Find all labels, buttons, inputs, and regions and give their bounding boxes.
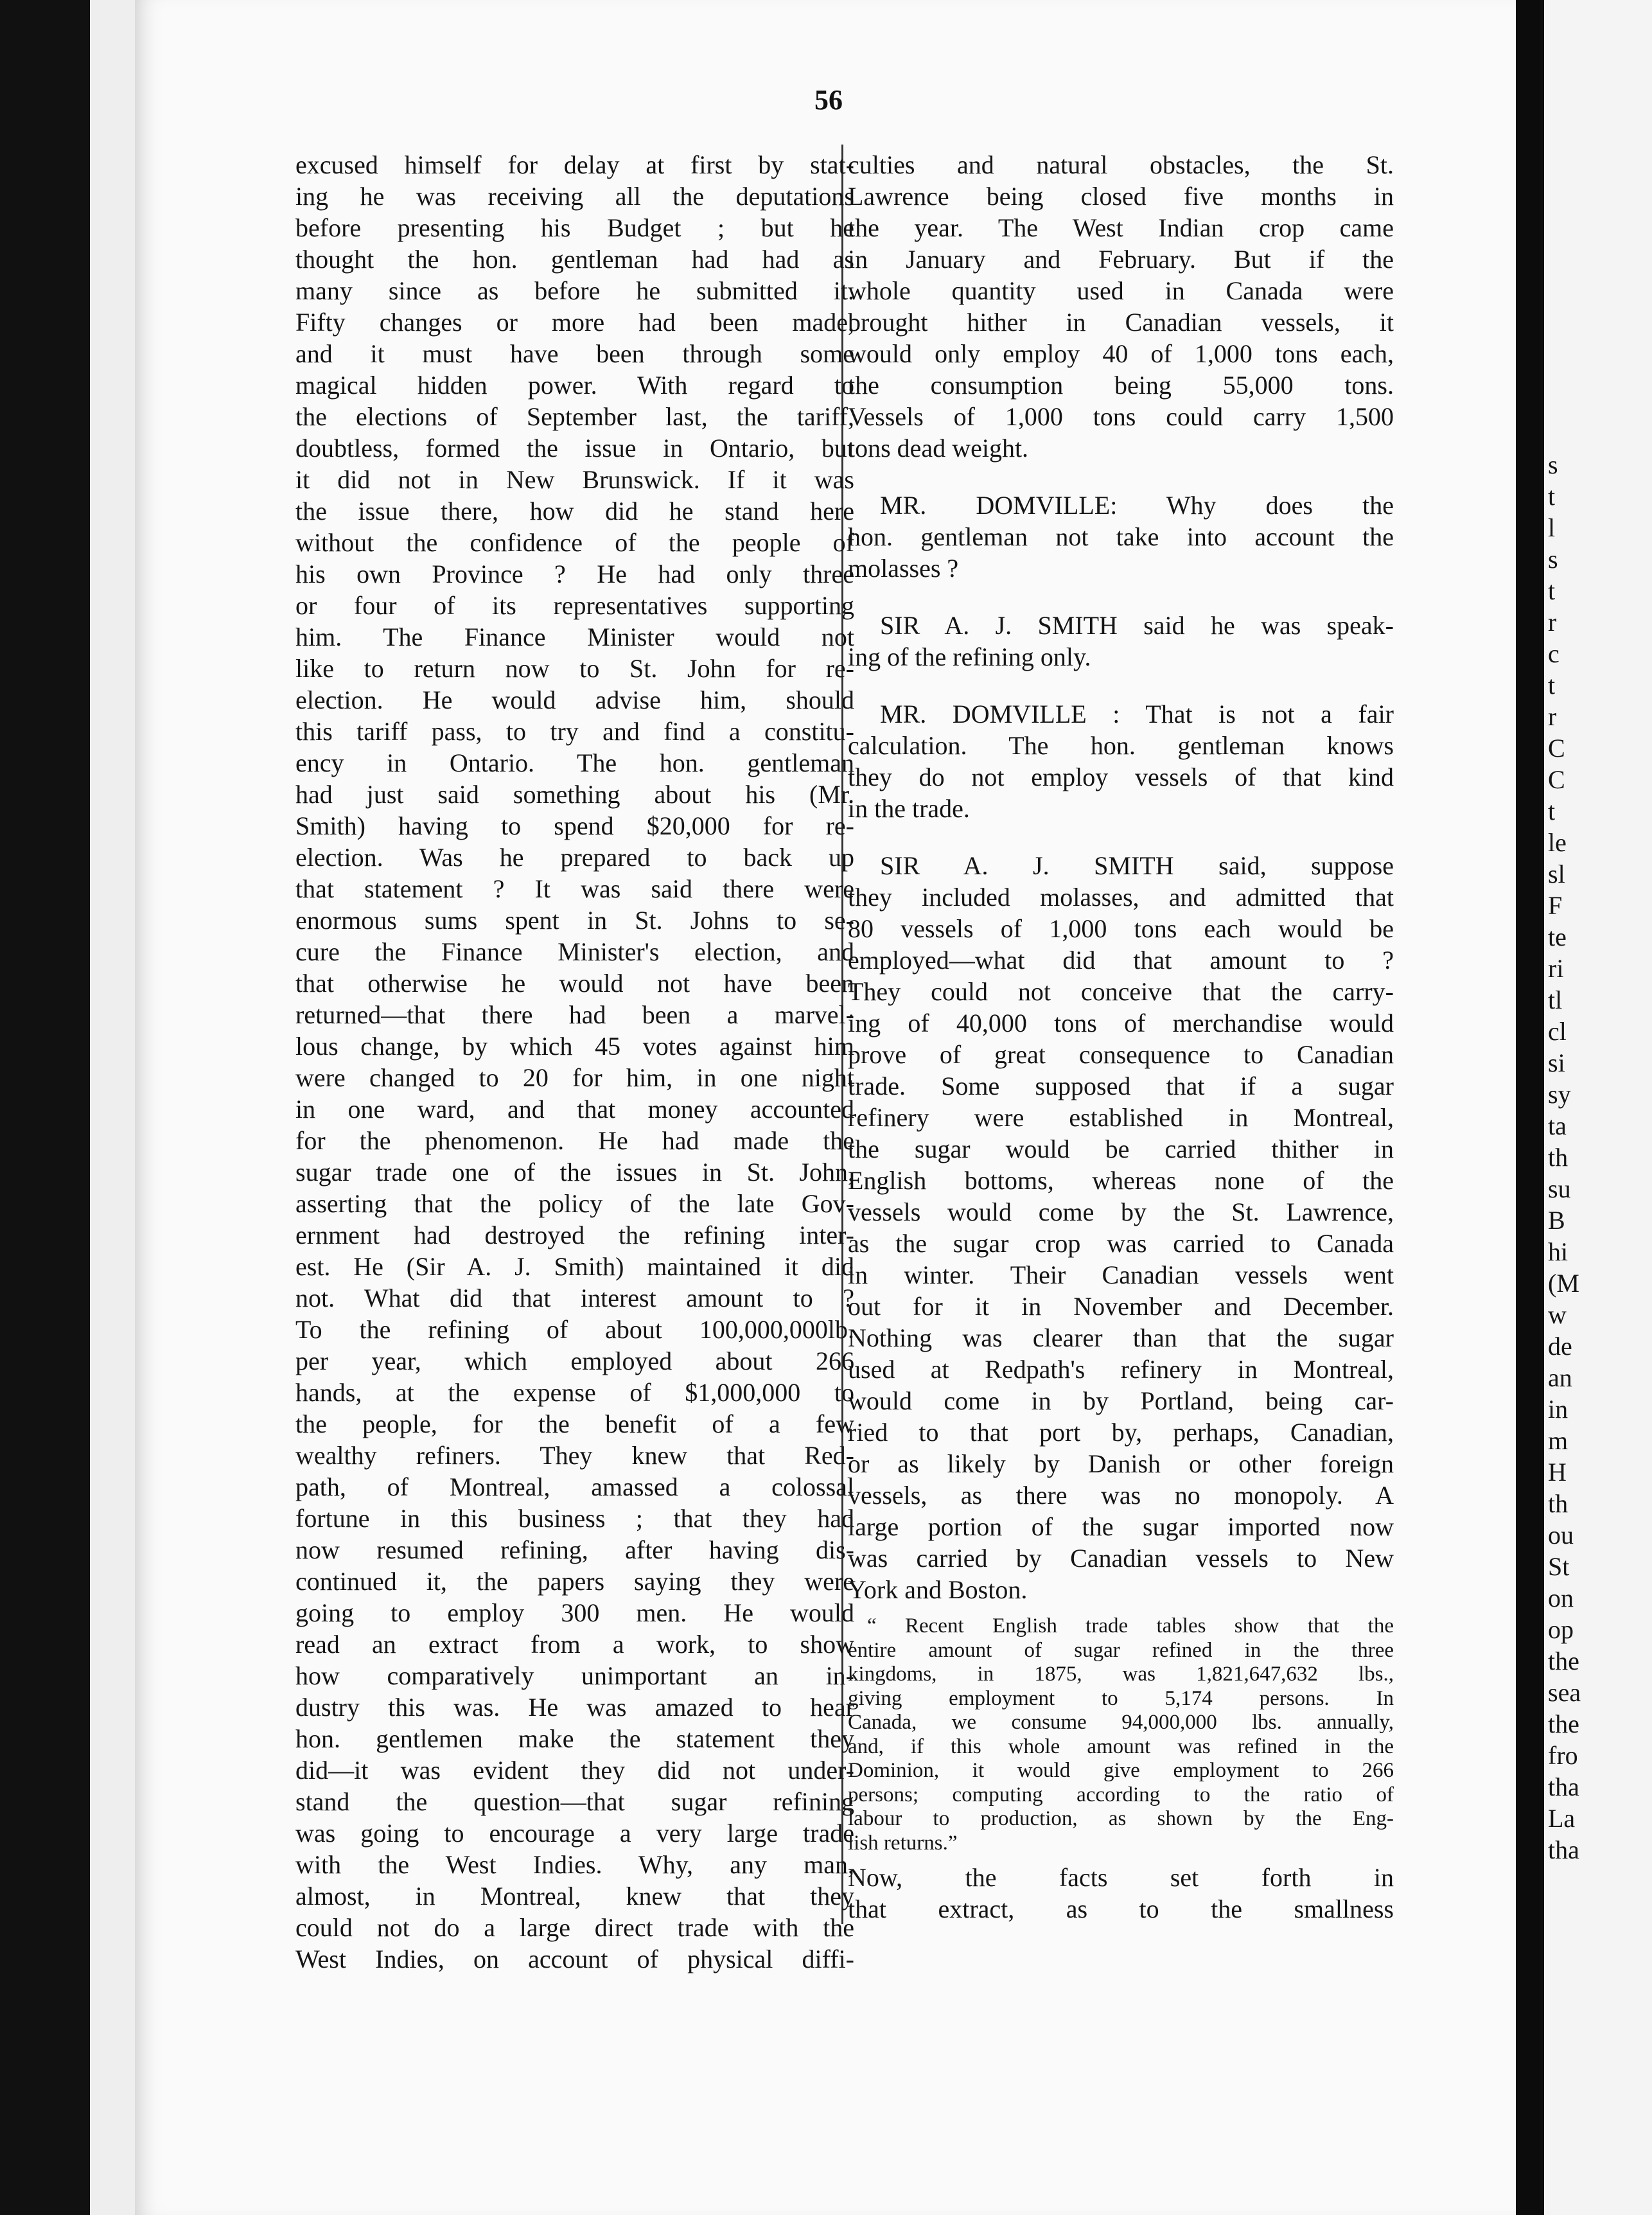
text-line: how comparatively unimportant an in- bbox=[295, 1661, 854, 1690]
text-line: in winter. Their Canadian vessels went bbox=[848, 1260, 1394, 1289]
text-line: calculation. The hon. gentleman knows bbox=[848, 731, 1394, 760]
text-line: Lawrence being closed five months in bbox=[848, 182, 1394, 211]
text-line: thought the hon. gentleman had had as bbox=[295, 245, 854, 274]
next-page-fragment: t bbox=[1548, 797, 1556, 825]
text-line: hon. gentleman not take into account the bbox=[848, 522, 1394, 551]
text-line: in one ward, and that money accounted bbox=[295, 1095, 854, 1124]
text-line: ernment had destroyed the refining inter- bbox=[295, 1221, 854, 1249]
paragraph-smith-reply bbox=[848, 610, 1394, 673]
quote-line: entire amount of sugar refined in the three bbox=[848, 1638, 1394, 1662]
next-page-fragment: tha bbox=[1548, 1772, 1579, 1801]
text-line: before presenting his Budget ; but he bbox=[295, 213, 854, 242]
text-line: or four of its representatives supporting bbox=[295, 591, 854, 620]
text-line: returned—that there had been a marvel- bbox=[295, 1000, 854, 1029]
text-line: election. Was he prepared to back up bbox=[295, 843, 854, 872]
text-line: whole quantity used in Canada were bbox=[848, 276, 1394, 305]
text-line: the consumption being 55,000 tons. bbox=[848, 371, 1394, 400]
text-line: est. He (Sir A. J. Smith) maintained it did bbox=[295, 1252, 854, 1281]
text-line: molasses ? bbox=[848, 554, 959, 583]
text-line: would only employ 40 of 1,000 tons each, bbox=[848, 339, 1394, 368]
text-line: prove of great consequence to Canadian bbox=[848, 1040, 1394, 1069]
quote-line: persons; computing according to the ratio of bbox=[848, 1783, 1394, 1806]
text-line: To the refining of about 100,000,000lb. bbox=[295, 1315, 854, 1344]
text-line: could not do a large direct trade with the bbox=[295, 1913, 854, 1942]
text-line: many since as before he submitted it. bbox=[295, 276, 854, 305]
next-page-fragment: te bbox=[1548, 922, 1567, 951]
text-line: lous change, by which 45 votes against him bbox=[295, 1032, 854, 1061]
right-column bbox=[848, 149, 1394, 1925]
text-line: now resumed refining, after having dis- bbox=[295, 1535, 854, 1564]
next-page-fragment: s bbox=[1548, 545, 1558, 574]
text-line: without the confidence of the people of bbox=[295, 528, 854, 557]
text-line: the issue there, how did he stand here bbox=[295, 497, 854, 525]
paragraph-domville-objection bbox=[848, 698, 1394, 824]
quote-line: labour to production, as shown by the Eng- bbox=[848, 1807, 1394, 1830]
next-page-fragment: hi bbox=[1548, 1237, 1569, 1266]
text-line: that otherwise he would not have been bbox=[295, 969, 854, 998]
text-line: like to return now to St. John for re- bbox=[295, 654, 854, 683]
next-page-fragment: le bbox=[1548, 828, 1567, 857]
next-page-fragment: t bbox=[1548, 482, 1556, 511]
next-page-fragment: ri bbox=[1548, 954, 1564, 983]
text-line: large portion of the sugar imported now bbox=[848, 1512, 1394, 1541]
text-line: ency in Ontario. The hon. gentleman bbox=[295, 748, 854, 777]
block-quote-trade-tables bbox=[848, 1614, 1394, 1855]
text-line: vessels would come by the St. Lawrence, bbox=[848, 1197, 1394, 1226]
next-page-fragment: C bbox=[1548, 734, 1565, 763]
text-line: the elections of September last, the tariff, bbox=[295, 402, 854, 431]
text-line: that statement ? It was said there were bbox=[295, 874, 854, 903]
paragraph-smith-response bbox=[848, 850, 1394, 1605]
text-line: continued it, the papers saying they were bbox=[295, 1567, 854, 1596]
text-line: used at Redpath's refinery in Montreal, bbox=[848, 1355, 1394, 1384]
next-page-fragment: the bbox=[1548, 1646, 1579, 1675]
text-line: trade. Some supposed that if a sugar bbox=[848, 1072, 1394, 1100]
quote-line: Dominion, it would give employment to 266 bbox=[848, 1759, 1394, 1782]
text-line: Smith) having to spend $20,000 for re- bbox=[295, 811, 854, 840]
text-line: SIR A. J. SMITH said he was speak- bbox=[880, 611, 1394, 640]
text-line: did—it was evident they did not under- bbox=[295, 1756, 854, 1785]
text-line: sugar trade one of the issues in St. John, bbox=[295, 1158, 854, 1187]
text-line: brought hither in Canadian vessels, it bbox=[848, 308, 1394, 337]
text-line: MR. DOMVILLE: Why does the bbox=[880, 491, 1394, 520]
text-line: excused himself for delay at first by stat- bbox=[295, 150, 854, 179]
text-line: wealthy refiners. They knew that Red- bbox=[295, 1441, 854, 1470]
next-page-fragment: t bbox=[1548, 576, 1556, 605]
paragraph-domville-question bbox=[848, 490, 1394, 584]
text-line: vessels, as there was no monopoly. A bbox=[848, 1481, 1394, 1510]
binding-gutter bbox=[1516, 0, 1544, 2215]
next-page-fragment: w bbox=[1548, 1300, 1567, 1329]
quote-line: lish returns.” bbox=[848, 1831, 958, 1855]
text-line: York and Boston. bbox=[848, 1575, 1028, 1604]
text-line: MR. DOMVILLE : That is not a fair bbox=[880, 700, 1394, 728]
next-page-fragment: sl bbox=[1548, 860, 1565, 888]
text-line: and it must have been through some bbox=[295, 339, 854, 368]
paragraph-facts-set-forth bbox=[848, 1862, 1394, 1925]
next-page-fragment: sea bbox=[1548, 1678, 1581, 1707]
next-page-fragment: de bbox=[1548, 1332, 1572, 1361]
text-line: ing of the refining only. bbox=[848, 642, 1091, 671]
next-page-fragment: r bbox=[1548, 608, 1557, 637]
text-line: they included molasses, and admitted that bbox=[848, 883, 1394, 912]
text-line: West Indies, on account of physical diffi- bbox=[295, 1945, 854, 1973]
next-page-fragment: su bbox=[1548, 1174, 1571, 1203]
next-page-fragment: tha bbox=[1548, 1835, 1579, 1864]
next-page-fragment: t bbox=[1548, 671, 1556, 700]
left-column bbox=[295, 149, 854, 1975]
next-page-fragment: s bbox=[1548, 450, 1558, 479]
text-line: in the trade. bbox=[848, 794, 970, 823]
text-line: tons dead weight. bbox=[848, 434, 1029, 463]
next-page-fragment: fro bbox=[1548, 1741, 1578, 1770]
text-line: was carried by Canadian vessels to New bbox=[848, 1544, 1394, 1573]
next-page-fragment: St bbox=[1548, 1552, 1570, 1581]
text-line: almost, in Montreal, knew that they bbox=[295, 1882, 854, 1911]
text-line: per year, which employed about 266 bbox=[295, 1346, 854, 1375]
next-page-fragment: sy bbox=[1548, 1080, 1571, 1109]
text-line: not. What did that interest amount to ? bbox=[295, 1284, 854, 1312]
text-line: were changed to 20 for him, in one night bbox=[295, 1063, 854, 1092]
text-line: as the sugar crop was carried to Canada bbox=[848, 1229, 1394, 1258]
scan-left-margin bbox=[90, 0, 135, 2215]
text-line: him. The Finance Minister would not bbox=[295, 622, 854, 651]
paragraph-crop-transport bbox=[848, 149, 1394, 464]
text-line: was going to encourage a very large trade bbox=[295, 1819, 854, 1848]
text-line: read an extract from a work, to show bbox=[295, 1630, 854, 1659]
text-line: fortune in this business ; that they had bbox=[295, 1504, 854, 1533]
text-line: culties and natural obstacles, the St. bbox=[848, 150, 1394, 179]
text-line: ing of 40,000 tons of merchandise would bbox=[848, 1009, 1394, 1037]
text-line: refinery were established in Montreal, bbox=[848, 1103, 1394, 1132]
text-line: they do not employ vessels of that kind bbox=[848, 763, 1394, 791]
next-page-fragment: (M bbox=[1548, 1269, 1579, 1298]
text-line: Fifty changes or more had been made, bbox=[295, 308, 854, 337]
text-line: his own Province ? He had only three bbox=[295, 560, 854, 588]
text-line: They could not conceive that the carry- bbox=[848, 977, 1394, 1006]
text-line: going to employ 300 men. He would bbox=[295, 1598, 854, 1627]
text-line: election. He would advise him, should bbox=[295, 685, 854, 714]
text-line: path, of Montreal, amassed a colossal bbox=[295, 1472, 854, 1501]
text-line: Now, the facts set forth in bbox=[848, 1863, 1394, 1892]
next-page-fragment: cl bbox=[1548, 1017, 1567, 1046]
text-line: Nothing was clearer than that the sugar bbox=[848, 1323, 1394, 1352]
text-line: dustry this was. He was amazed to hear bbox=[295, 1693, 854, 1722]
text-line: asserting that the policy of the late Gov- bbox=[295, 1189, 854, 1218]
text-line: English bottoms, whereas none of the bbox=[848, 1166, 1394, 1195]
next-page-fragment: tl bbox=[1548, 985, 1563, 1014]
next-page-fragment: B bbox=[1548, 1206, 1565, 1235]
text-line: ing he was receiving all the deputations bbox=[295, 182, 854, 211]
next-page-fragment: an bbox=[1548, 1363, 1572, 1392]
next-page-fragment: l bbox=[1548, 513, 1556, 542]
next-page-fragment: on bbox=[1548, 1584, 1574, 1612]
text-line: 80 vessels of 1,000 tons each would be bbox=[848, 914, 1394, 943]
next-page-fragment: ou bbox=[1548, 1521, 1574, 1549]
text-line: enormous sums spent in St. Johns to se- bbox=[295, 906, 854, 935]
next-page-fragment: F bbox=[1548, 891, 1563, 920]
text-line: would come in by Portland, being car- bbox=[848, 1386, 1394, 1415]
next-page-fragment: C bbox=[1548, 765, 1565, 794]
next-page-fragment: ta bbox=[1548, 1111, 1567, 1140]
next-page-fragment: m bbox=[1548, 1426, 1569, 1455]
text-line: SIR A. J. SMITH said, suppose bbox=[880, 851, 1394, 880]
text-line: this tariff pass, to try and find a constitu- bbox=[295, 717, 854, 746]
text-line: Vessels of 1,000 tons could carry 1,500 bbox=[848, 402, 1394, 431]
next-page-fragment: th bbox=[1548, 1489, 1569, 1518]
text-line: or as likely by Danish or other foreign bbox=[848, 1449, 1394, 1478]
text-line: it did not in New Brunswick. If it was bbox=[295, 465, 854, 494]
next-page-fragment: op bbox=[1548, 1615, 1574, 1644]
text-line: cure the Finance Minister's election, and bbox=[295, 937, 854, 966]
quote-line: and, if this whole amount was refined in the bbox=[848, 1734, 1394, 1758]
quote-line: giving employment to 5,174 persons. In bbox=[848, 1686, 1394, 1710]
quote-line: Canada, we consume 94,000,000 lbs. annually, bbox=[848, 1711, 1394, 1734]
quote-line: “ Recent English trade tables show that the bbox=[867, 1614, 1394, 1637]
next-page-fragment: th bbox=[1548, 1143, 1569, 1172]
text-line: doubtless, formed the issue in Ontario, but bbox=[295, 434, 854, 463]
text-line: stand the question—that sugar refining bbox=[295, 1787, 854, 1816]
text-line: had just said something about his (Mr. bbox=[295, 780, 854, 809]
next-page-fragment: r bbox=[1548, 702, 1557, 731]
text-line: the year. The West Indian crop came bbox=[848, 213, 1394, 242]
scan-left-edge bbox=[0, 0, 90, 2215]
text-line: hands, at the expense of $1,000,000 to bbox=[295, 1378, 854, 1407]
text-line: magical hidden power. With regard to bbox=[295, 371, 854, 400]
next-page-fragment: si bbox=[1548, 1048, 1565, 1077]
text-line: with the West Indies. Why, any man, bbox=[295, 1850, 854, 1879]
text-line: for the phenomenon. He had made the bbox=[295, 1126, 854, 1155]
quote-line: kingdoms, in 1875, was 1,821,647,632 lbs., bbox=[848, 1663, 1394, 1686]
adjacent-page-fragment bbox=[1544, 0, 1652, 2215]
next-page-fragment: the bbox=[1548, 1709, 1579, 1738]
text-line: out for it in November and December. bbox=[848, 1292, 1394, 1321]
text-line: that extract, as to the smallness bbox=[848, 1894, 1394, 1923]
next-page-fragment: La bbox=[1548, 1804, 1576, 1833]
text-line: employed—what did that amount to ? bbox=[848, 946, 1394, 975]
next-page-fragment: c bbox=[1548, 639, 1560, 668]
text-line: in January and February. But if the bbox=[848, 245, 1394, 274]
text-line: ried to that port by, perhaps, Canadian, bbox=[848, 1418, 1394, 1447]
text-line: the people, for the benefit of a few bbox=[295, 1409, 854, 1438]
text-line: hon. gentlemen make the statement they bbox=[295, 1724, 854, 1753]
next-page-fragment: in bbox=[1548, 1395, 1569, 1424]
page-number: 56 bbox=[814, 84, 843, 116]
next-page-fragment: H bbox=[1548, 1458, 1567, 1487]
text-line: the sugar would be carried thither in bbox=[848, 1134, 1394, 1163]
